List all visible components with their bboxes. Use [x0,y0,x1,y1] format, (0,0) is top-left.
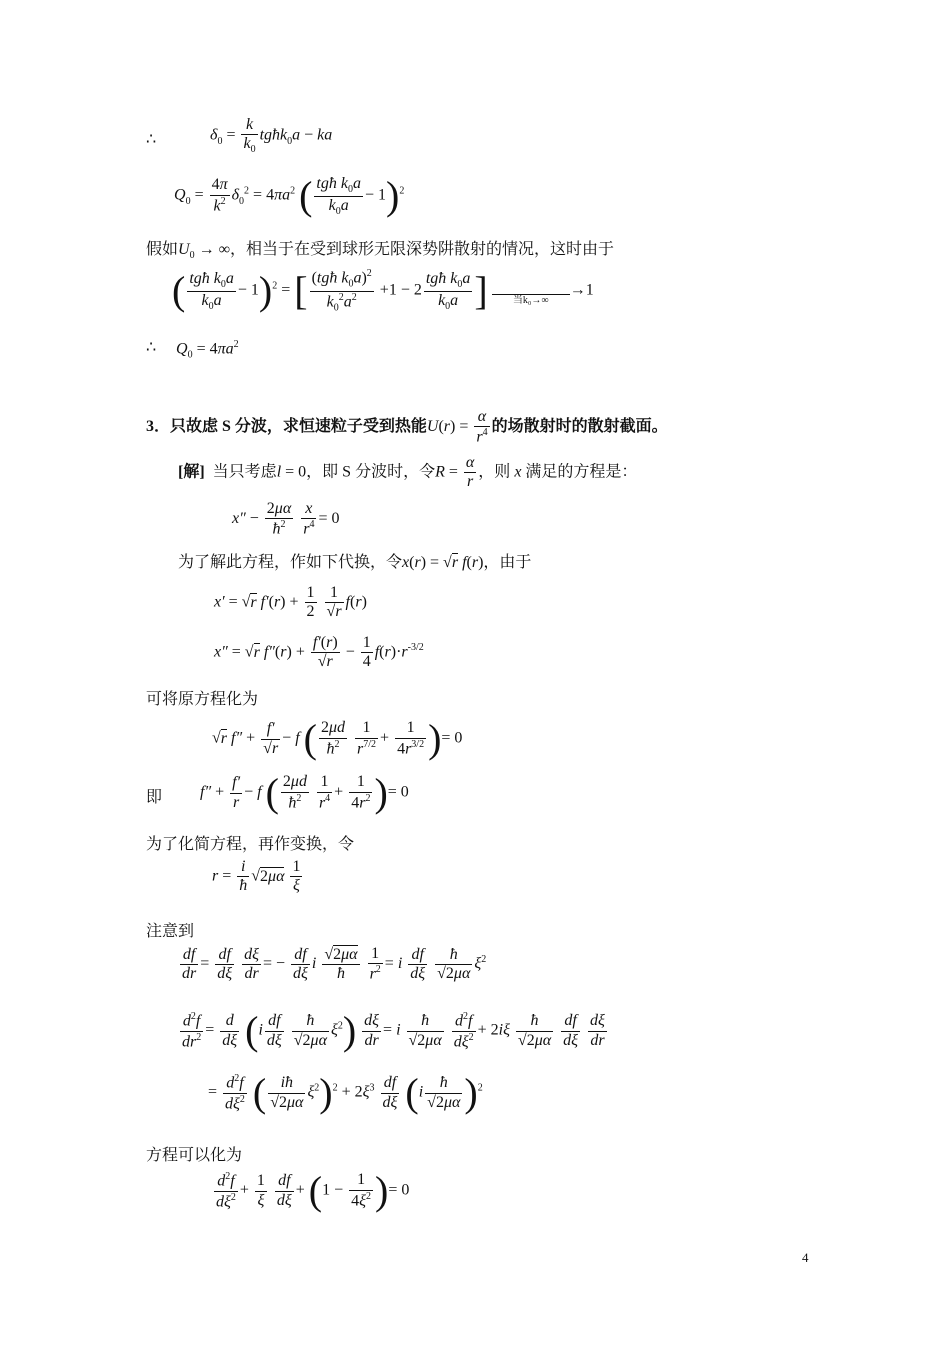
equation-final: $\frac{d^2f}{d\xi^2}$ + $\frac{1}{\xi}$ $\frac{df}{d\xi}$ + (1 − $\frac{1}{4\xi^2}$ )= 0 [216,1168,410,1213]
equation-q0-result: $Q_0 = 4\pi a^2$ [176,339,239,361]
limit-label: 当k₀→∞ [512,294,549,306]
equation-transformed-2: f″ + $\frac{f'}{r}$ − f ( $\frac{2\mu d}{ħ^2}$ $\frac{1}{r^4}$ + $\frac{1}{4r^2}$ )= 0 [200,770,409,815]
equation-d2f-expanded: = $\frac{d^2f}{d\xi^2}$ ( $\frac{iħ}{√2\mu\alpha}$ $\xi^2)^2 + 2\xi^3$ $\frac{df}{d\xi}$ (i $\frac{ħ}{√2\mu\alpha}$ )$^2$ [208,1070,483,1115]
equation-x-prime: x′ = √r f′(r) + $\frac{1}{2}$ $\frac{1}{√r}$ f(r) [214,584,367,621]
equation-d2f-dr2: $\frac{d^2f}{dr^2}$ = $\frac{d}{d\xi}$ (i $\frac{df}{d\xi}$ $\frac{ħ}{√2\mu\alpha}$ $\xi^2$) $\frac{d\xi}{dr}$ = i $\frac{ħ}{√2\mu\alpha}$ $\frac{d^2f}{d\xi^2}$ + 2iξ $\frac{ħ}{√2\mu\alpha}$ $\frac{df}{d\xi}$ $\frac{d\xi}{dr}$ [182,1008,605,1053]
ji-label: 即 [146,789,163,806]
equation-x-double-prime: x″ − $\frac{2\mu\alpha}{ħ^2}$ $\frac{x}{r^4}$ = 0 [232,500,340,538]
assume-text: 假如$U_0$ → ∞，相当于在受到球形无限深势阱散射的情况，这时由于 [146,241,614,262]
equation-transformed-1: √r f″ + $\frac{f'}{√r}$ − f ( $\frac{2\mu d}{ħ^2}$ $\frac{1}{r^{7/2}}$ + $\frac{1}{4r^{3/2}}$ )= 0 [212,716,463,761]
page-number: 4 [802,1250,809,1265]
therefore-symbol-2: ∴ [146,339,157,356]
equation-delta0: $\delta_0$ = $\frac{k}{k_0}$ tgħk$_0$a − ka [210,116,333,156]
equation-r-substitution: r = $\frac{i}{ħ}$ √2μα $\frac{1}{\xi}$ [212,858,301,895]
equation-limit: ( $\frac{tgħ k_0a}{k_0a}$ − 1)$^2$ = [ $\frac{(tgħ k_0a)^2}{k_0^2a^2}$ +1 − 2 $\frac{tgħ k_0a}{k_0a}$ ] 当k₀→∞ →1 [172,268,594,314]
therefore-symbol-1: ∴ [146,131,157,148]
note-intro: 注意到 [146,923,195,940]
substitution-intro: 为了解此方程，作如下代换，令x(r) = √r f(r)，由于 [178,554,532,571]
equation-x-double-prime-sub: x″ = √r f″(r) + $\frac{f'(r)}{√r}$ − $\frac{1}{4}$ $f(r)\cdot r^{-3/2}$ [214,634,424,671]
final-intro: 方程可以化为 [146,1147,243,1164]
solution-label: [解] [178,463,205,481]
equation-df-dr: $\frac{df}{dr}$ = $\frac{df}{d\xi}$ $\frac{d\xi}{dr}$ = − $\frac{df}{d\xi}$ i $\frac{√2\mu\alpha}{ħ}$ $\frac{1}{r^2}$ = i $\frac{df}{d\xi}$ $\frac{ħ}{√2\mu\alpha}$ $\xi^2$ [182,945,487,983]
equation-q0: $Q_0$ = $\frac{4\pi}{k^2}$ $\delta_0^2 = 4\pi a^2$ ( $\frac{tgħ k_0a}{k_0a}$ − 1)$^2$ [174,173,405,218]
simplify-intro: 为了化简方程，再作变换，令 [146,836,355,853]
transform-intro: 可将原方程化为 [146,691,259,708]
solution-intro: [解] 当只考虑l = 0，即 S 分波时，令R = $\frac{\alpha}{r}$ ，则 x 满足的方程是： [178,454,638,491]
problem-3-statement: 3．只故虑 S 分波，求恒速粒子受到热能U(r) = $\frac{\alpha}{r^4}$ 的场散射时的散射截面。 [146,408,668,446]
